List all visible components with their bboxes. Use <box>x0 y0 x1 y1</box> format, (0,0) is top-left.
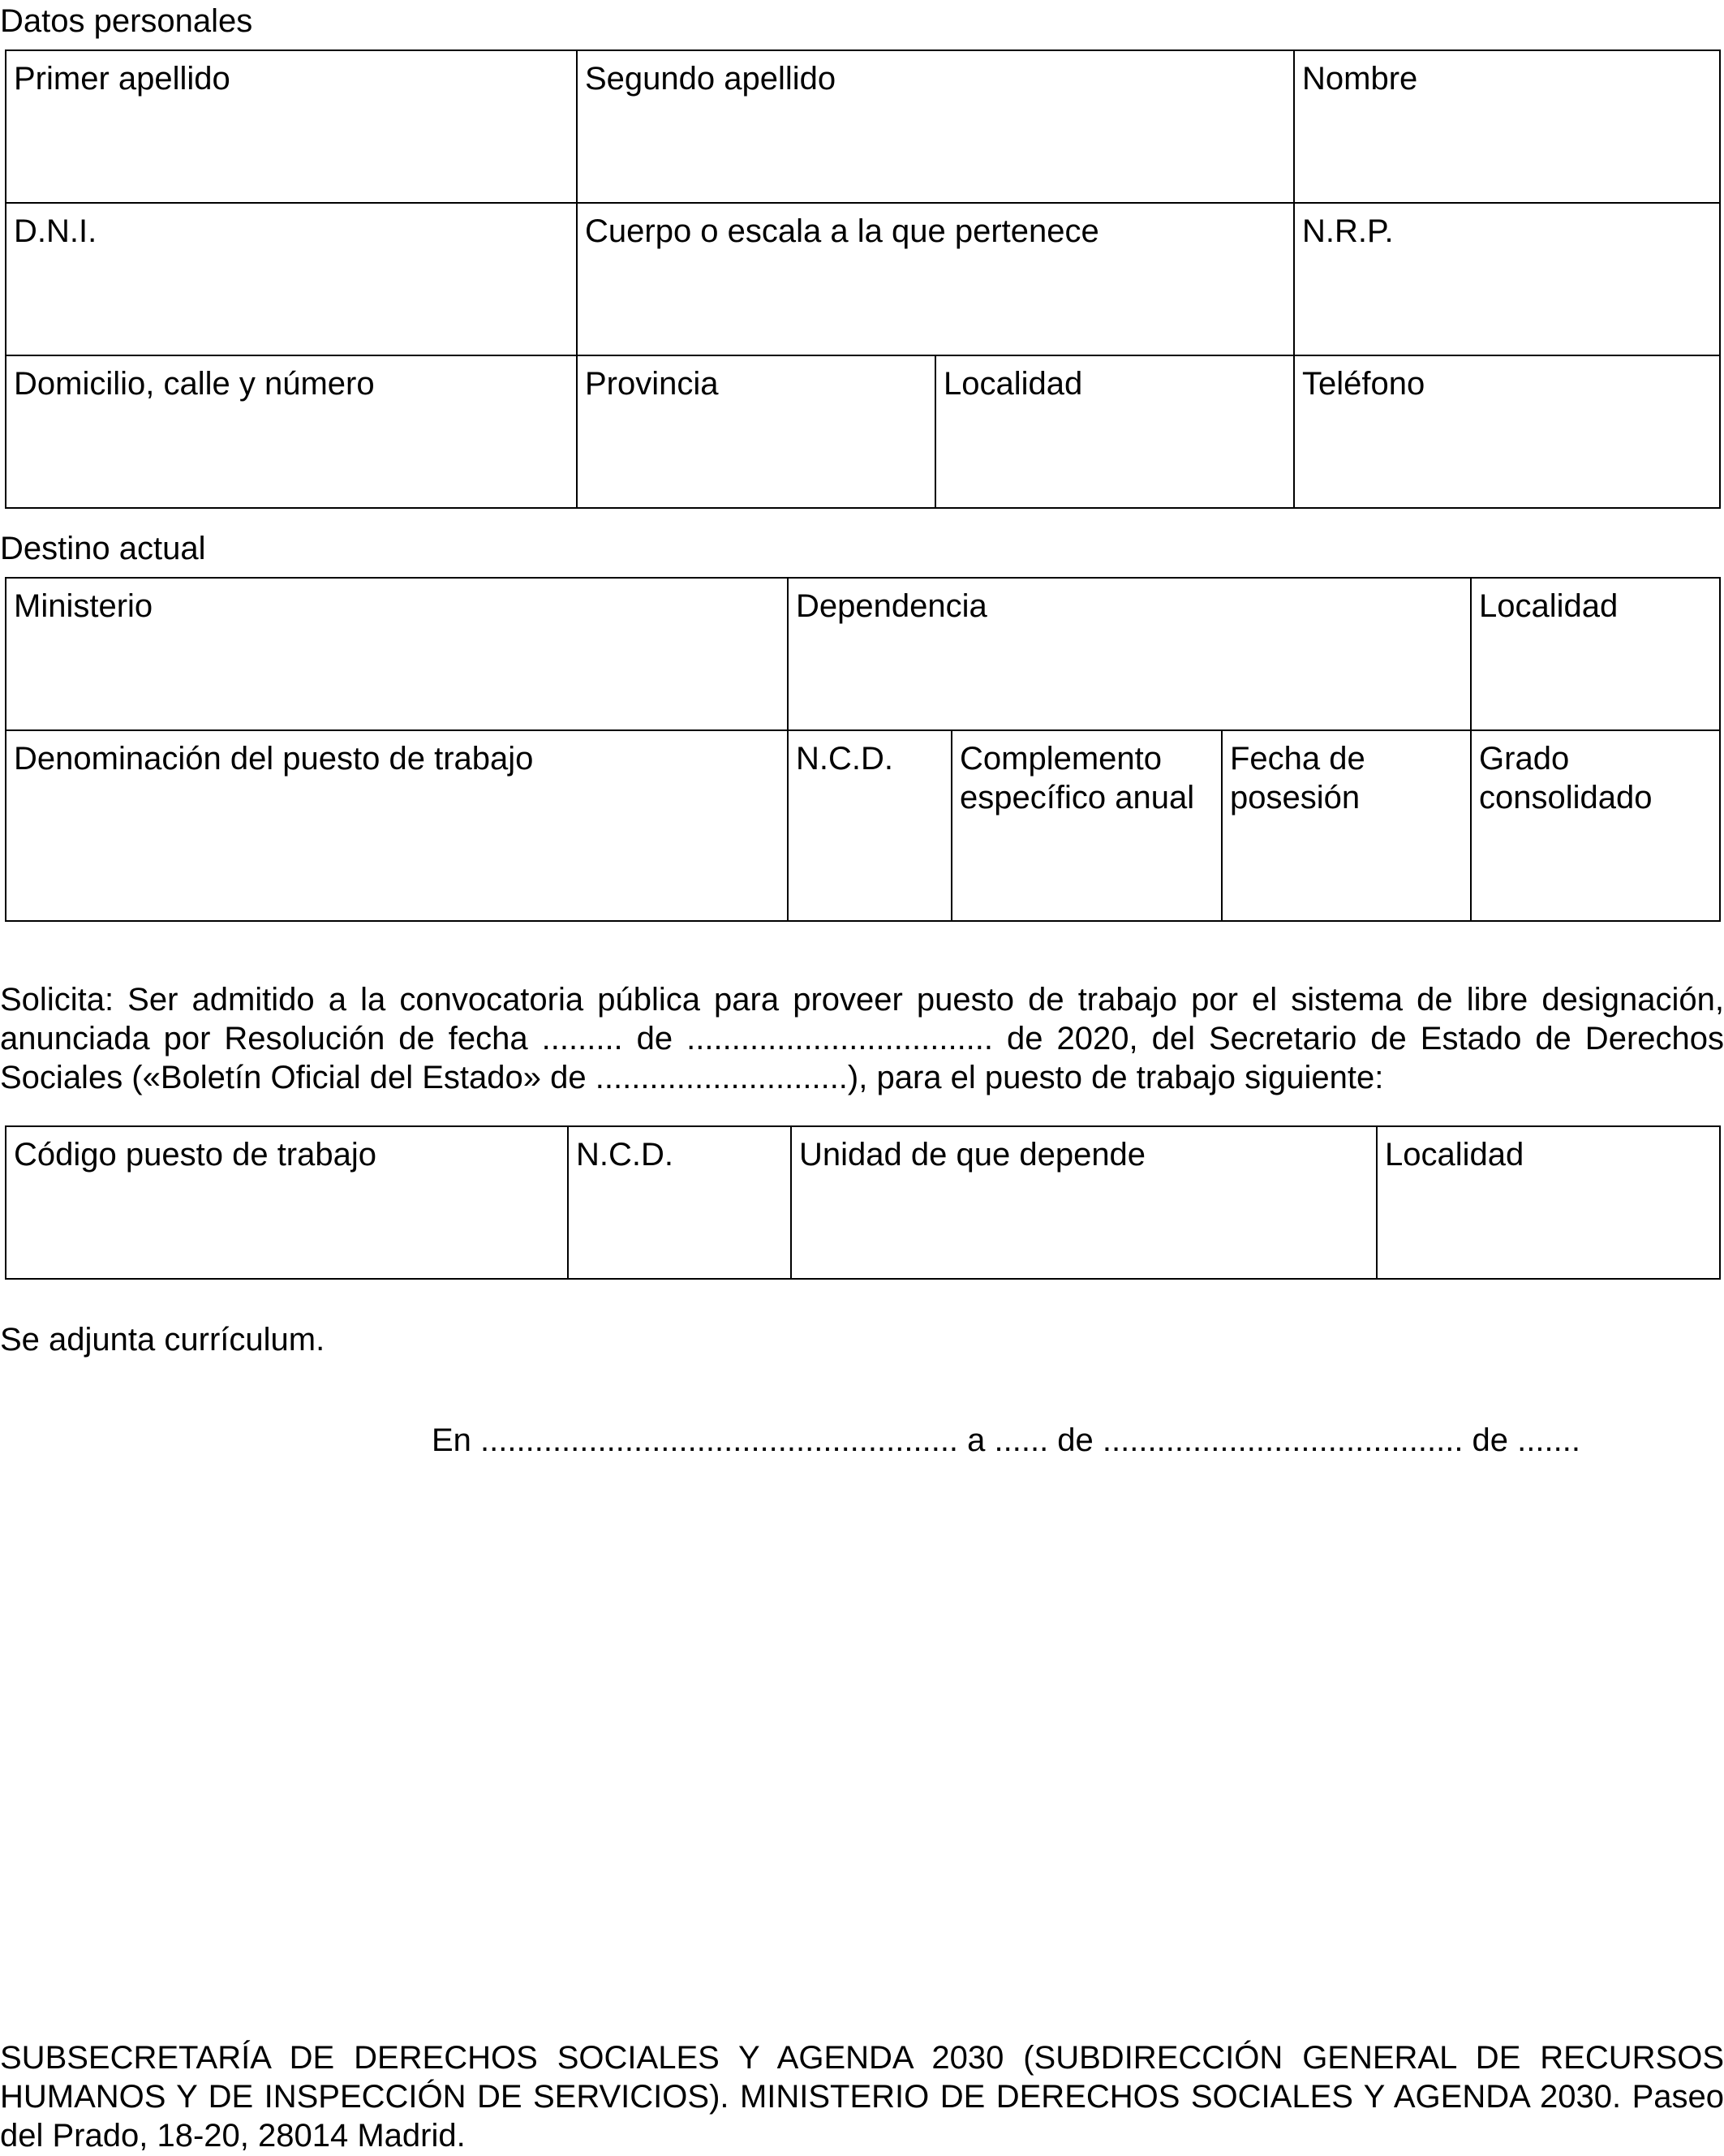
label-localidad-solicitado: Localidad <box>1385 1137 1524 1173</box>
field-nrp[interactable] <box>1294 203 1720 355</box>
field-grado-consolidado[interactable] <box>1471 730 1720 921</box>
destino-actual-table <box>5 577 1721 922</box>
field-segundo-apellido[interactable] <box>577 50 1294 203</box>
field-ncd-actual[interactable] <box>788 730 952 921</box>
field-ministerio[interactable] <box>6 578 788 730</box>
field-localidad-destino[interactable] <box>1471 578 1720 730</box>
field-cuerpo-escala[interactable] <box>577 203 1294 355</box>
field-ncd-solicitado[interactable] <box>568 1126 791 1279</box>
field-fecha-posesion[interactable] <box>1222 730 1471 921</box>
label-ministerio: Ministerio <box>14 588 153 624</box>
datos-personales-table <box>5 49 1721 509</box>
field-codigo-puesto[interactable] <box>6 1126 568 1279</box>
place-date-line: En ..................................................... a ...... de ........................................ de ....... <box>432 1422 1580 1458</box>
field-denominacion-puesto[interactable] <box>6 730 788 921</box>
label-grado-consolidado: Grado consolidado <box>1479 741 1653 815</box>
adjunta-curriculum: Se adjunta currículum. <box>0 1322 325 1358</box>
label-dni: D.N.I. <box>14 213 97 249</box>
label-complemento-especifico: Complemento específico anual <box>960 741 1195 815</box>
solicita-paragraph: Solicita: Ser admitido a la convocatoria pública para proveer puesto de trabajo por el sistema de libre designación, anunciada por Resolución de fecha ......... de .................................. de 2020, del Secretario de Estado de Derechos Sociales («Boletín Oficial del Estado» de ............................), para el puesto de trabajo siguiente: <box>0 982 1724 1095</box>
label-unidad-depende: Unidad de que depende <box>799 1137 1146 1173</box>
field-domicilio[interactable] <box>6 355 577 508</box>
field-primer-apellido[interactable] <box>6 50 577 203</box>
field-complemento-especifico[interactable] <box>952 730 1222 921</box>
field-unidad-depende[interactable] <box>791 1126 1377 1279</box>
label-fecha-posesion: Fecha de posesión <box>1230 741 1365 815</box>
field-dependencia[interactable] <box>788 578 1471 730</box>
section-title-datos-personales: Datos personales <box>0 3 253 39</box>
section-title-destino-actual: Destino actual <box>0 531 206 566</box>
label-ncd-solicitado: N.C.D. <box>576 1137 673 1173</box>
label-localidad-destino: Localidad <box>1479 588 1619 624</box>
field-localidad-solicitado[interactable] <box>1377 1126 1720 1279</box>
puesto-solicitado-table <box>5 1125 1721 1280</box>
footer-address: SUBSECRETARÍA DE DERECHOS SOCIALES Y AGENDA 2030 (SUBDIRECCIÓN GENERAL DE RECURSOS HUMANOS Y DE INSPECCIÓN DE SERVICIOS). MINISTERIO DE DERECHOS SOCIALES Y AGENDA 2030. Paseo del Prado, 18-20, 28014 Madrid. <box>0 2040 1724 2154</box>
label-codigo-puesto: Código puesto de trabajo <box>14 1137 376 1173</box>
label-provincia: Provincia <box>585 366 719 402</box>
label-domicilio: Domicilio, calle y número <box>14 366 375 402</box>
field-localidad-domicilio[interactable] <box>935 355 1294 508</box>
label-cuerpo-escala: Cuerpo o escala a la que pertenece <box>585 213 1099 249</box>
field-nombre[interactable] <box>1294 50 1720 203</box>
label-nrp: N.R.P. <box>1302 213 1394 249</box>
label-nombre: Nombre <box>1302 61 1418 97</box>
label-denominacion-puesto: Denominación del puesto de trabajo <box>14 741 534 777</box>
field-telefono[interactable] <box>1294 355 1720 508</box>
field-dni[interactable] <box>6 203 577 355</box>
label-primer-apellido: Primer apellido <box>14 61 230 97</box>
field-provincia[interactable] <box>577 355 935 508</box>
label-localidad-domicilio: Localidad <box>944 366 1083 402</box>
label-ncd-actual: N.C.D. <box>796 741 893 777</box>
label-dependencia: Dependencia <box>796 588 987 624</box>
label-segundo-apellido: Segundo apellido <box>585 61 836 97</box>
label-telefono: Teléfono <box>1302 366 1425 402</box>
